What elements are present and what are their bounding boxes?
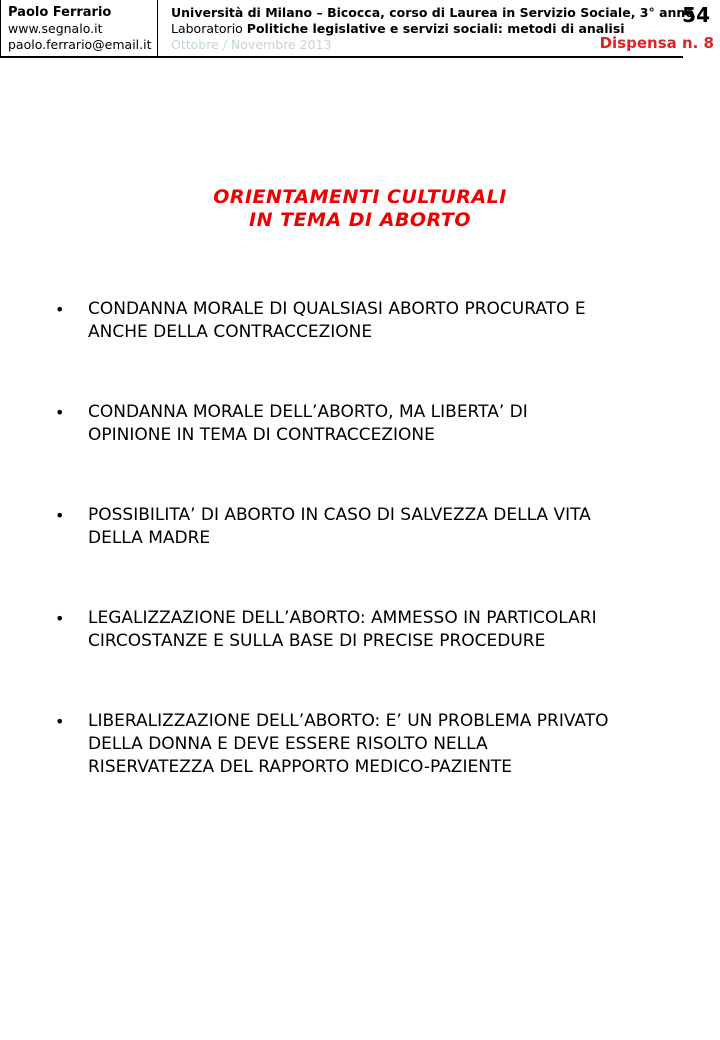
bullet-text — [88, 607, 597, 653]
slide-title — [0, 186, 720, 232]
bullet-text — [88, 298, 586, 344]
bullet-text — [88, 710, 609, 779]
list-item — [0, 298, 720, 344]
bullet-text-line: ANCHE DELLA CONTRACCEZIONE — [88, 322, 373, 342]
list-item — [0, 504, 720, 550]
bullet-text-line: OPINIONE IN TEMA DI CONTRACCEZIONE — [88, 425, 435, 445]
bullet-list — [0, 298, 720, 779]
course-lab-title: Politiche legislative e servizi sociali: metodi di analisi — [246, 21, 625, 36]
bullet-text-line: POSSIBILITA’ DI ABORTO IN CASO DI SALVEZZA DELLA VITA — [88, 505, 591, 525]
bullet-text-line: CIRCOSTANZE E SULLA BASE DI PRECISE PROCEDURE — [88, 631, 546, 651]
bullet-text-line: RISERVATEZZA DEL RAPPORTO MEDICO-PAZIENTE — [88, 757, 513, 777]
bullet-icon: • — [55, 609, 65, 628]
dispensa-label: Dispensa n. 8 — [599, 34, 714, 52]
bullet-text-line: CONDANNA MORALE DI QUALSIASI ABORTO PROCURATO E — [88, 299, 586, 319]
bullet-icon: • — [55, 506, 65, 525]
course-lab-prefix: Laboratorio — [171, 21, 247, 36]
slide-title-line2: IN TEMA DI ABORTO — [249, 209, 471, 231]
bullet-text-line: CONDANNA MORALE DELL’ABORTO, MA LIBERTA’ DI — [88, 402, 528, 422]
list-item — [0, 607, 720, 653]
bullet-icon: • — [55, 403, 65, 422]
bullet-text-line: LIBERALIZZAZIONE DELL’ABORTO: E’ UN PROBLEMA PRIVATO — [88, 711, 609, 731]
page-number: 54 — [682, 3, 710, 27]
bullet-text-line: LEGALIZZAZIONE DELL’ABORTO: AMMESSO IN PARTICOLARI — [88, 608, 597, 628]
bullet-text-line: DELLA MADRE — [88, 528, 211, 548]
slide-title-line1: ORIENTAMENTI CULTURALI — [213, 186, 507, 208]
author-website: www.segnalo.it — [8, 21, 103, 36]
author-email: paolo.ferrario@email.it — [8, 37, 152, 52]
author-name: Paolo Ferrario — [8, 5, 112, 20]
bullet-text-line: DELLA DONNA E DEVE ESSERE RISOLTO NELLA — [88, 734, 488, 754]
page-header — [0, 0, 720, 58]
list-item — [0, 401, 720, 447]
author-info-cell — [1, 0, 158, 56]
bullet-text — [88, 401, 528, 447]
bullet-text — [88, 504, 591, 550]
bullet-icon: • — [55, 712, 65, 731]
course-date-line: Ottobre / Novembre 2013 — [171, 37, 332, 52]
course-university-line: Università di Milano – Bicocca, corso di Laurea in Servizio Sociale, 3° anno — [171, 5, 694, 20]
list-item — [0, 710, 720, 779]
bullet-icon: • — [55, 300, 65, 319]
header-table — [0, 0, 694, 58]
